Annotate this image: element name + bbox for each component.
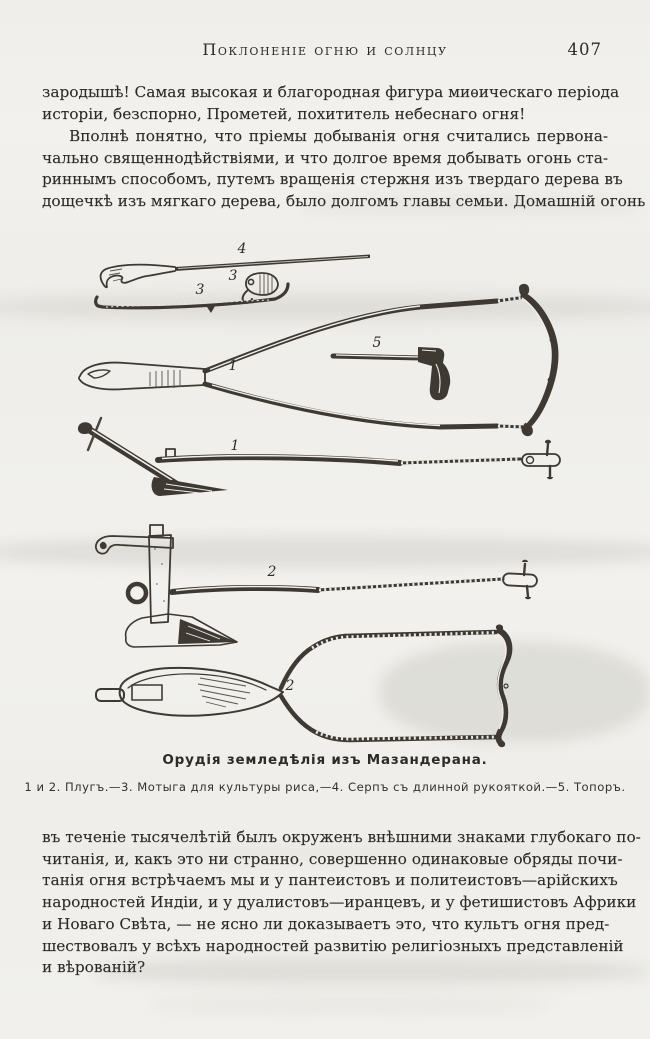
page-number: 407 (567, 40, 602, 59)
text-line: и вѣрованій? (42, 958, 146, 977)
engraving-canvas (50, 238, 610, 756)
paragraph-3 (42, 827, 641, 979)
text-line: и Новаго Свѣта, — не ясно ли доказываетъ это, что культъ огня пред- (42, 914, 610, 933)
paragraph-2 (42, 126, 646, 213)
figure-label-2a: 2 (267, 564, 277, 580)
text-line: танія огня встрѣчаемъ мы и у пантеистовъ и политеистовъ—арійскихъ (42, 871, 618, 890)
text-line: въ теченіе тысячелѣтій былъ окруженъ внѣшними знаками глубокаго по- (42, 828, 641, 846)
figure-label-4: 4 (237, 241, 247, 257)
text-line: дощечкѣ изъ мягкаго дерева, было долгомъ главы семьи. Домашній огонь (42, 192, 646, 211)
running-title: Поклоненіе огню и солнцу (202, 40, 448, 59)
yoke-toggle (522, 440, 560, 480)
paragraph-1 (42, 82, 620, 125)
yoke-toggle (503, 560, 538, 600)
text-line: Вполнѣ понятно, что пріемы добыванія огня считались первона- (69, 127, 608, 145)
tool-axe (333, 335, 450, 400)
figure-label-5: 5 (372, 335, 382, 351)
text-line: читанія, и, какъ это ни странно, совершенно одинаковые обряды почи- (42, 849, 623, 868)
figure-legend: 1 и 2. Плугъ.—3. Мотыга для культуры риса,—4. Серпъ съ длинной рукояткой.—5. Топоръ. (24, 780, 626, 794)
tool-hoe-handle (96, 282, 288, 313)
text-line: риннымъ способомъ, путемъ вращенія стержня изъ твердаго дерева въ (42, 170, 623, 189)
figure-label-3b: 3 (228, 268, 238, 284)
page-header (42, 40, 608, 62)
tool-plough-side-view (78, 418, 560, 496)
text-line: исторіи, безспорно, Прометей, похититель небеснаго огня! (42, 104, 526, 123)
figure-label-1b: 1 (230, 438, 240, 454)
figure-engraving (50, 238, 610, 756)
text-line: народностей Индіи, и у дуалистовъ—иранцевъ, и у фетишистовъ Африки (42, 893, 637, 912)
text-line: шествовалъ у всѣхъ народностей развитію религіозныхъ представленій (42, 936, 624, 955)
figure-label-1a: 1 (228, 358, 238, 374)
tool-hoe-blade (229, 268, 278, 303)
tool-plough2-side-view (96, 525, 537, 647)
figure-caption: Орудія земледѣлія изъ Мазандерана. (162, 752, 488, 768)
figure-label-2b: 2 (285, 678, 295, 694)
text-line: чально священнодѣйствіями, и что долгое время добывать огонь ста- (42, 148, 608, 167)
tool-plough2-top-view (96, 624, 509, 747)
figure-label-3a: 3 (195, 282, 205, 298)
text-line: зародышѣ! Самая высокая и благородная фигура миѳическаго періода (42, 83, 620, 101)
